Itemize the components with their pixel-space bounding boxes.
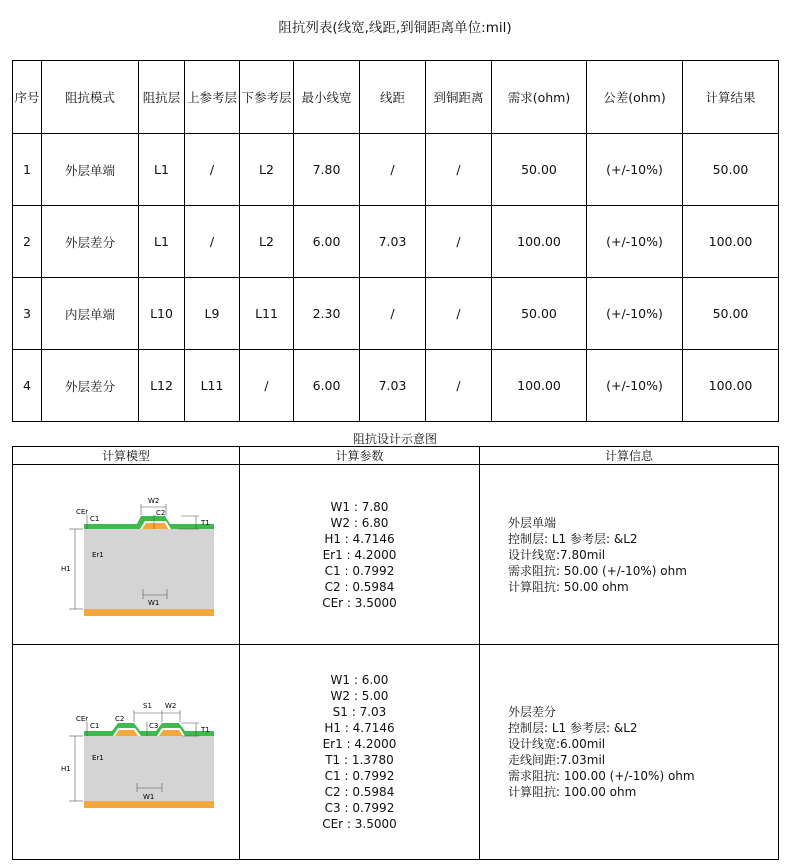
table-cell: 1 bbox=[13, 134, 42, 206]
table-cell: / bbox=[426, 134, 492, 206]
param-line: T1 : 1.3780 bbox=[325, 753, 394, 767]
param-line: H1 : 4.7146 bbox=[324, 531, 395, 546]
table-cell: / bbox=[426, 278, 492, 350]
table-cell: / bbox=[240, 350, 294, 422]
table-cell: 6.00 bbox=[294, 206, 360, 278]
trace-copper bbox=[142, 523, 168, 529]
col-header: 阻抗模式 bbox=[42, 61, 139, 134]
table-cell: L2 bbox=[240, 134, 294, 206]
label-c2: C2 bbox=[155, 508, 165, 517]
info-cell bbox=[480, 465, 779, 645]
col-header: 下参考层 bbox=[240, 61, 294, 134]
reference-plane bbox=[84, 609, 214, 616]
table-cell: 50.00 bbox=[683, 134, 779, 206]
table-cell: L1 bbox=[139, 206, 185, 278]
col-header: 阻抗层 bbox=[139, 61, 185, 134]
table-cell: 7.03 bbox=[360, 350, 426, 422]
table-cell: / bbox=[426, 350, 492, 422]
param-line: W2 : 5.00 bbox=[330, 689, 389, 703]
model-cell bbox=[13, 645, 240, 860]
param-line: C2 : 0.5984 bbox=[324, 785, 395, 799]
table-cell: / bbox=[360, 134, 426, 206]
info-line: 走线间距:7.03mil bbox=[508, 753, 606, 767]
table-cell: 内层单端 bbox=[42, 278, 139, 350]
param-line: CEr : 3.5000 bbox=[322, 595, 397, 610]
design-table bbox=[12, 446, 779, 860]
label-w2: W2 bbox=[147, 496, 159, 505]
label-t1: T1 bbox=[200, 518, 210, 527]
design-row-single bbox=[13, 465, 779, 645]
table-cell: 50.00 bbox=[492, 134, 587, 206]
table-cell: 100.00 bbox=[683, 206, 779, 278]
trace-copper-right bbox=[159, 730, 183, 736]
param-line: W2 : 6.80 bbox=[330, 515, 389, 530]
info-line: 设计线宽:6.00mil bbox=[508, 737, 606, 751]
table-cell: 100.00 bbox=[683, 350, 779, 422]
label-w2: W2 bbox=[164, 702, 176, 710]
table-cell: 6.00 bbox=[294, 350, 360, 422]
info-line: 外层单端 bbox=[508, 515, 557, 530]
table-cell: / bbox=[185, 134, 240, 206]
model-cell bbox=[13, 465, 240, 645]
table-cell: (+/-10%) bbox=[587, 206, 683, 278]
col-header: 线距 bbox=[360, 61, 426, 134]
label-w1: W1 bbox=[147, 598, 159, 607]
params-cell bbox=[240, 465, 480, 645]
table-cell: / bbox=[360, 278, 426, 350]
page-title: 阻抗列表(线宽,线距,到铜距离单位:mil) bbox=[278, 20, 512, 36]
param-line: H1 : 4.7146 bbox=[324, 721, 395, 735]
label-c1: C1 bbox=[89, 514, 99, 523]
table-cell: / bbox=[185, 206, 240, 278]
param-line: CEr : 3.5000 bbox=[322, 817, 397, 831]
col-header-model: 计算模型 bbox=[13, 447, 240, 465]
label-h1: H1 bbox=[60, 765, 71, 773]
table-cell: L9 bbox=[185, 278, 240, 350]
col-header: 最小线宽 bbox=[294, 61, 360, 134]
param-line: C1 : 0.7992 bbox=[324, 563, 395, 578]
table-cell: 外层差分 bbox=[42, 350, 139, 422]
single-ended-diagram bbox=[39, 491, 214, 616]
design-caption: 阻抗设计示意图 bbox=[352, 432, 437, 446]
table-cell: 100.00 bbox=[492, 206, 587, 278]
col-header: 公差(ohm) bbox=[587, 61, 683, 134]
table-cell: 100.00 bbox=[492, 350, 587, 422]
info-line: 计算阻抗: 50.00 ohm bbox=[508, 579, 629, 594]
table-cell: 2 bbox=[13, 206, 42, 278]
param-line: C2 : 0.5984 bbox=[324, 579, 395, 594]
param-line: W1 : 7.80 bbox=[330, 499, 389, 514]
param-line: C3 : 0.7992 bbox=[324, 801, 395, 815]
table-cell: (+/-10%) bbox=[587, 134, 683, 206]
param-line: Er1 : 4.2000 bbox=[322, 547, 397, 562]
table-cell: 外层单端 bbox=[42, 134, 139, 206]
label-c3: C3 bbox=[148, 722, 158, 730]
param-line: C1 : 0.7992 bbox=[324, 769, 395, 783]
table-cell: 外层差分 bbox=[42, 206, 139, 278]
label-er1: Er1 bbox=[91, 754, 104, 762]
table-cell: (+/-10%) bbox=[587, 350, 683, 422]
table-row bbox=[13, 134, 779, 206]
label-c1: C1 bbox=[89, 722, 99, 730]
params-cell bbox=[240, 645, 480, 860]
col-header: 上参考层 bbox=[185, 61, 240, 134]
differential-diagram bbox=[39, 688, 214, 813]
info-line: 计算阻抗: 100.00 ohm bbox=[508, 785, 637, 799]
design-header-row bbox=[13, 447, 779, 465]
table-cell: L11 bbox=[185, 350, 240, 422]
table-cell: 3 bbox=[13, 278, 42, 350]
label-w1: W1 bbox=[142, 793, 154, 801]
label-s1: S1 bbox=[142, 702, 152, 710]
col-header: 需求(ohm) bbox=[492, 61, 587, 134]
info-line: 控制层: L1 参考层: &L2 bbox=[508, 721, 638, 735]
table-cell: 50.00 bbox=[492, 278, 587, 350]
table-cell: / bbox=[426, 206, 492, 278]
trace-copper-left bbox=[115, 730, 138, 736]
table-row bbox=[13, 278, 779, 350]
table-cell: L1 bbox=[139, 134, 185, 206]
table-row bbox=[13, 206, 779, 278]
table-cell: L12 bbox=[139, 350, 185, 422]
info-line: 控制层: L1 参考层: &L2 bbox=[508, 531, 638, 546]
dielectric-layer bbox=[84, 529, 214, 609]
table-cell: 7.03 bbox=[360, 206, 426, 278]
info-line: 需求阻抗: 100.00 (+/-10%) ohm bbox=[508, 769, 695, 783]
label-cer: CEr bbox=[75, 715, 88, 723]
label-c2: C2 bbox=[114, 715, 124, 723]
table-cell: L2 bbox=[240, 206, 294, 278]
info-line: 设计线宽:7.80mil bbox=[508, 547, 606, 562]
col-header: 计算结果 bbox=[683, 61, 779, 134]
col-header-info: 计算信息 bbox=[480, 447, 779, 465]
col-header: 序号 bbox=[13, 61, 42, 134]
table-row bbox=[13, 350, 779, 422]
param-line: W1 : 6.00 bbox=[330, 673, 389, 687]
param-line: S1 : 7.03 bbox=[332, 705, 387, 719]
info-line: 外层差分 bbox=[508, 705, 557, 719]
design-row-differential bbox=[13, 645, 779, 860]
label-cer: CEr bbox=[75, 507, 88, 516]
reference-plane bbox=[84, 801, 214, 808]
table-cell: L10 bbox=[139, 278, 185, 350]
table-cell: 4 bbox=[13, 350, 42, 422]
table-header-row bbox=[13, 61, 779, 134]
table-cell: 2.30 bbox=[294, 278, 360, 350]
table-cell: L11 bbox=[240, 278, 294, 350]
table-cell: 7.80 bbox=[294, 134, 360, 206]
table-cell: 50.00 bbox=[683, 278, 779, 350]
label-t1: T1 bbox=[200, 726, 210, 734]
info-line: 需求阻抗: 50.00 (+/-10%) ohm bbox=[508, 563, 687, 578]
info-cell bbox=[480, 645, 779, 860]
table-cell: (+/-10%) bbox=[587, 278, 683, 350]
dielectric-layer bbox=[84, 736, 214, 801]
param-line: Er1 : 4.2000 bbox=[322, 737, 397, 751]
impedance-table bbox=[12, 60, 779, 422]
col-header-params: 计算参数 bbox=[240, 447, 480, 465]
label-er1: Er1 bbox=[91, 550, 104, 559]
label-h1: H1 bbox=[60, 564, 71, 573]
col-header: 到铜距离 bbox=[426, 61, 492, 134]
